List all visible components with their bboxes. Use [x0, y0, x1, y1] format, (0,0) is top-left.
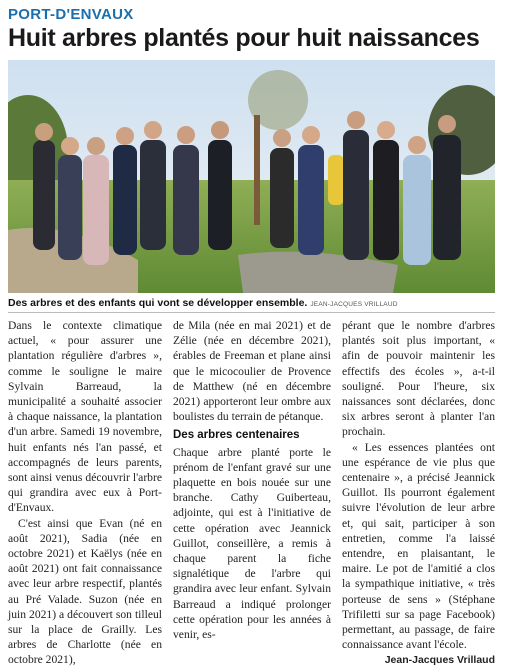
- photo-caption-text: Des arbres et des enfants qui vont se développer ensemble.: [8, 297, 308, 309]
- group-photo-illustration: [8, 60, 495, 293]
- article-paragraph: pérant que le nombre d'arbres plantés soit plus important, « afin de pouvoir maintenir les effectifs des écoles », a-t-il souligné. Pour l'heure, six naissances sont déclarées, donc six arbres seront à planter l'an prochain.: [342, 319, 495, 439]
- article-paragraph: Dans le contexte climatique actuel, « pour assurer une plantation régulière d'arbres », comme le souligne le maire Sylvain Barreaud, la municipalité a souhaité associer à chaque naissance, la plantation d'un arbre. Samedi 19 novembre, huit enfants nés l'an passé, et accompagnés de leurs parents, sont ainsi venus découvrir l'arbre qui grandira avec eux à Port-d'Envaux.: [8, 319, 162, 515]
- article-paragraph: de Mila (née en mai 2021) et de Zélie (née en décembre 2021), érables de Freeman et plane ainsi que le micocoulier de Provence de Matthew (né en décembre 2021) apporteront leur ombre aux boulistes du terrain de pétanque.: [173, 319, 331, 424]
- author-signature: Jean-Jacques Vrillaud: [384, 654, 495, 667]
- section-kicker: PORT-D'ENVAUX: [8, 6, 134, 23]
- article-paragraph: « Les essences plantées ont une espérance de vie plus que centenaire », a précisé Jeannick Guillot. Ils pourront également suivre l'évolution de leur arbre et, qui sait, participer à son entretien, comme l'a laissé entendre, en plaisantant, le maire. Le pot de l'amitié a clos la sympathique initiative, « très porteuse de sens » (Stéphane Trifiletti sur sa page Facebook) permettant, au passage, de faire connaissance avant l'école.: [342, 440, 495, 652]
- article-photo: [8, 60, 495, 293]
- article-column-3: [342, 318, 495, 669]
- article-column-2: [173, 318, 331, 642]
- article-paragraph: C'est ainsi que Evan (né en août 2021), Sadia (née en octobre 2021) et Kaëlys (née en août 2021) ont fait connaissance avec leur arbre respectif, plantés au Pré Valade. Suzon (née en juin 2021) a découvert son tilleul sur la place de Grailly. Les arbres de Charlotte (née en octobre 2021),: [8, 516, 162, 667]
- article-column-1: [8, 318, 162, 668]
- article-paragraph: Chaque arbre planté porte le prénom de l'enfant gravé sur une plaquette en bois nouée sur une branche. Cathy Guiberteau, adjointe, qui est à l'initiative de cette opération avec Jeannick Guillot, conseillère, a remis à chaque parent la fiche signalétique de l'arbre qui grandira avec leur enfant. Sylvain Barreaud a indiqué prolonger cette opération pour les années à venir, es-: [173, 445, 331, 642]
- article-subheading: Des arbres centenaires: [173, 429, 300, 442]
- article-headline: Huit arbres plantés pour huit naissances: [8, 24, 480, 52]
- photo-credit: JEAN-JACQUES VRILLAUD: [310, 301, 398, 308]
- photo-caption: [8, 297, 398, 309]
- caption-divider: [8, 312, 495, 313]
